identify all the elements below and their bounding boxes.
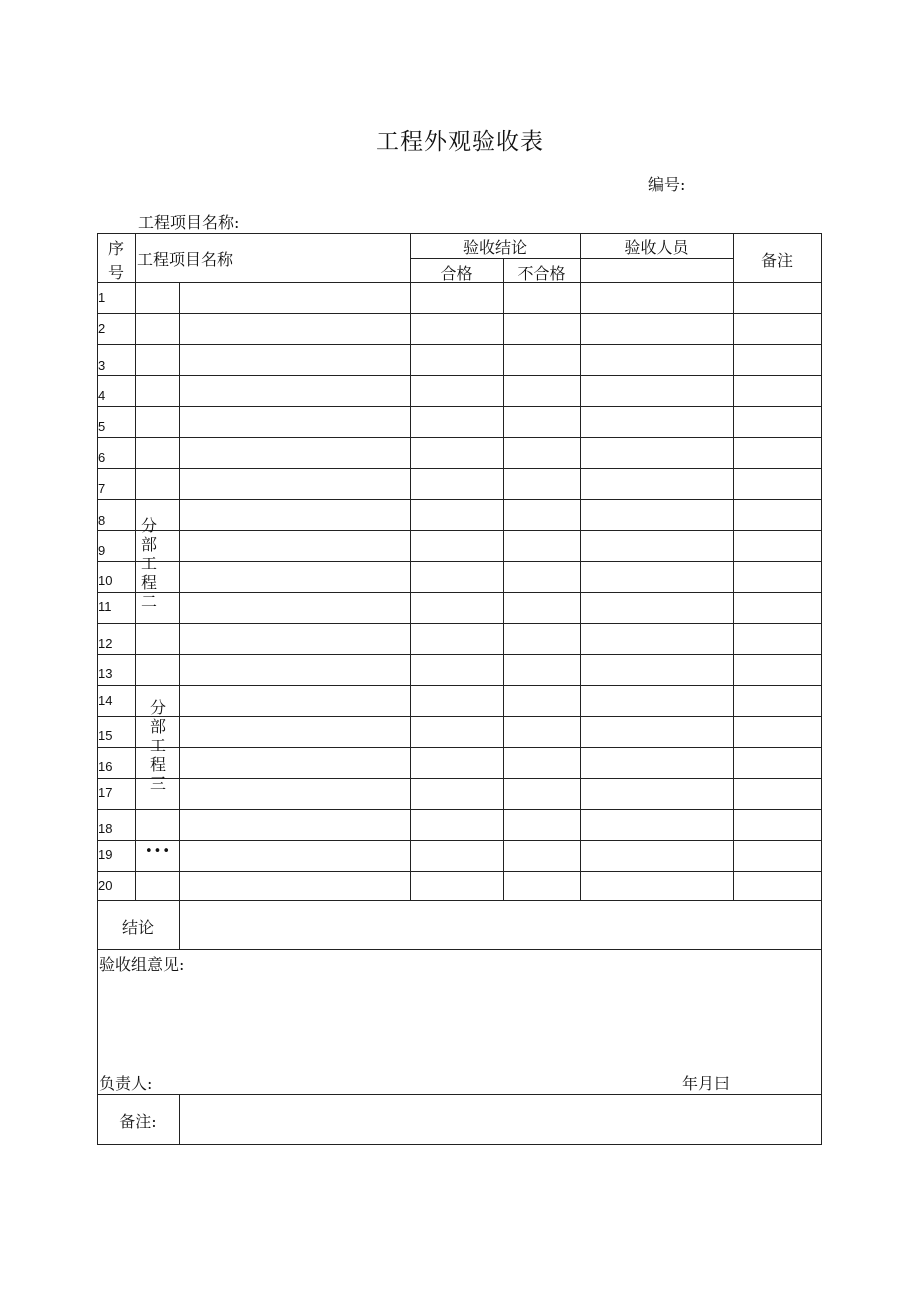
ellipsis-icon: ••• [145, 844, 172, 859]
inspector-column-divider [733, 233, 734, 900]
row-line [97, 623, 822, 624]
table-border-top [97, 233, 822, 234]
row-line [97, 685, 822, 686]
remarks-header: 备注 [760, 251, 793, 270]
group-column-divider [179, 282, 180, 900]
inspectors-header: 验收人员 [624, 238, 689, 257]
row-line [97, 900, 822, 901]
conclusion-row-divider [179, 900, 180, 949]
row-number: 12 [98, 636, 113, 651]
row-number: 3 [98, 358, 106, 373]
serial-number-label: 编号: [648, 175, 686, 194]
project-name-label: 工程项目名称: [138, 213, 240, 232]
row-line [97, 375, 822, 376]
row-number: 18 [98, 821, 113, 836]
row-line [97, 406, 822, 407]
fail-column-divider [580, 233, 581, 900]
row-number: 8 [98, 513, 106, 528]
seq-header-bottom: 号 [108, 263, 125, 282]
row-number: 19 [98, 847, 113, 862]
conclusion-row-label: 结论 [121, 918, 154, 937]
seq-column-divider [135, 282, 136, 900]
row-line [97, 437, 822, 438]
row-number: 10 [98, 573, 113, 588]
row-number: 20 [98, 878, 113, 893]
row-line [97, 468, 822, 469]
conclusion-header: 验收结论 [462, 238, 527, 257]
row-line [97, 871, 822, 872]
row-number: 1 [98, 290, 106, 305]
group-label-part-three: 分部工程三 [149, 698, 166, 793]
row-number: 15 [98, 728, 113, 743]
seq-header-top: 序 [108, 239, 125, 258]
row-number: 9 [98, 543, 106, 558]
row-line [97, 778, 822, 779]
row-line [97, 313, 822, 314]
page-title: 工程外观验收表 [376, 129, 544, 155]
date-label: 年月曰 [682, 1074, 731, 1093]
row-number: 4 [98, 388, 106, 403]
row-line [97, 592, 822, 593]
table-border-right [821, 233, 822, 1145]
row-number: 17 [98, 785, 113, 800]
row-number: 11 [98, 599, 112, 614]
name-column-divider [410, 233, 411, 900]
row-line [97, 530, 822, 531]
row-line [97, 654, 822, 655]
inspection-table [97, 233, 822, 1145]
row-line [97, 747, 822, 748]
row-line [97, 716, 822, 717]
row-line [97, 1094, 822, 1095]
table-border-bottom [97, 1144, 822, 1145]
pass-header: 合格 [440, 264, 473, 283]
row-line [97, 949, 822, 950]
project-name-header: 工程项目名称 [137, 250, 234, 269]
remarks-row-label: 备注: [119, 1112, 157, 1131]
row-line [97, 561, 822, 562]
remarks-row-divider [179, 1094, 180, 1144]
row-number: 5 [98, 419, 106, 434]
opinion-label: 验收组意见: [99, 955, 185, 974]
seq-column-divider [135, 233, 136, 282]
row-line [97, 809, 822, 810]
row-number: 13 [98, 666, 113, 681]
responsible-person-label: 负责人: [99, 1074, 153, 1093]
row-line [97, 499, 822, 500]
row-number: 6 [98, 450, 106, 465]
row-number: 7 [98, 481, 106, 496]
group-label-part-two: 分部工程二 [140, 516, 157, 611]
row-line [97, 840, 822, 841]
row-number: 2 [98, 321, 106, 336]
header-sub-divider [410, 258, 733, 259]
pass-column-divider [503, 258, 504, 900]
fail-header: 不合格 [517, 264, 566, 283]
row-line [97, 344, 822, 345]
row-number: 14 [98, 693, 113, 708]
row-number: 16 [98, 759, 113, 774]
